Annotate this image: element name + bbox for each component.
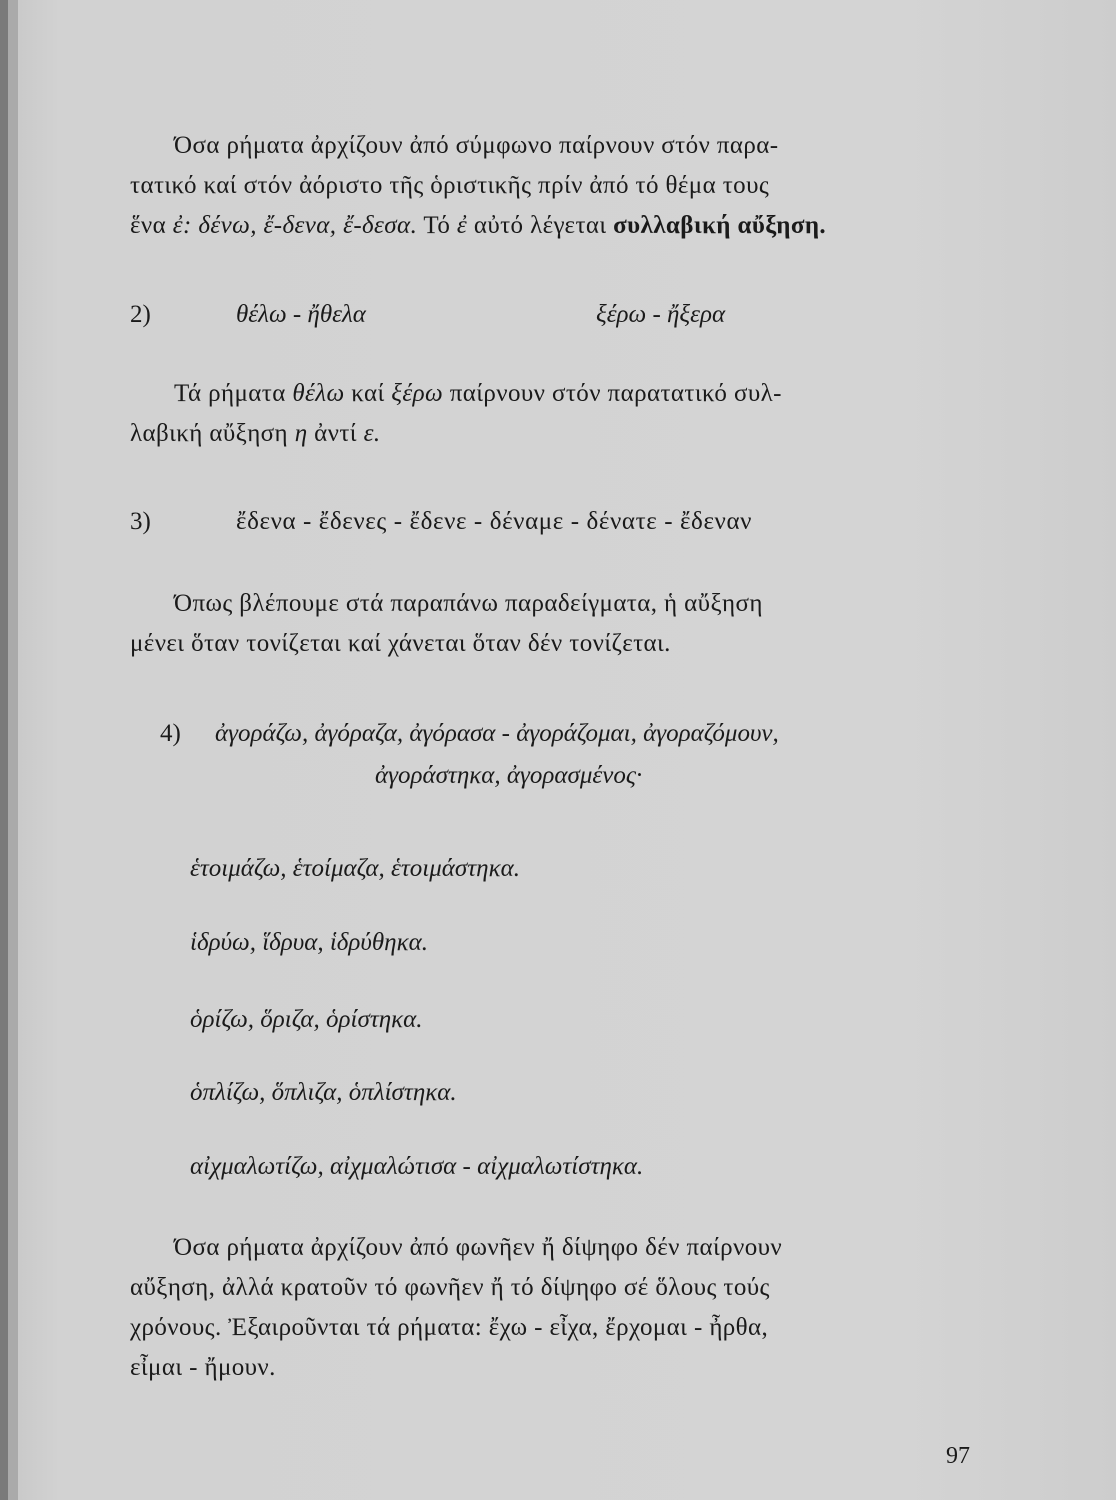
p2-text: λαβική αὔξηση <box>130 420 295 447</box>
example-4-item: ἱδρύω, ἵδρυα, ἱδρύθηκα. <box>190 929 428 956</box>
example-2-left: θέλω - ἤθελα <box>236 301 366 328</box>
p2-verb: θέλω <box>292 380 345 407</box>
p2-text: καί <box>344 380 392 407</box>
p2-text: Τά ρήματα <box>174 380 293 407</box>
p1-letter: ἐ <box>456 212 468 239</box>
paragraph-syllabic-augment <box>130 126 960 246</box>
p2-text: παίρνουν στόν παρατατικό συλ- <box>443 380 782 407</box>
example-4-line2: ἀγοράστηκα, ἀγορασμένος· <box>375 762 643 789</box>
p2-letter: ε. <box>363 420 381 447</box>
p4-line1: Όσα ρήματα ἀρχίζουν ἀπό φωνῆεν ἤ δίψηφο δέν παίρνουν <box>174 1234 783 1261</box>
example-4-item: αἰχμαλωτίζω, αἰχμαλώτισα - αἰχμαλωτίστηκα. <box>190 1153 644 1180</box>
example-2-right: ξέρω - ἤξερα <box>596 301 726 328</box>
p2-letter: η <box>294 420 308 447</box>
example-4-item: ὁρίζω, ὅριζα, ὁρίστηκα. <box>190 1006 423 1033</box>
p4-line2: αὔξηση, ἀλλά κρατοῦν τό φωνῆεν ἤ τό δίψηφο σέ ὅλους τούς <box>130 1274 770 1301</box>
p4-line4: εἶμαι - ἤμουν. <box>130 1354 276 1381</box>
example-4-item: ὁπλίζω, ὅπλιζα, ὁπλίστηκα. <box>190 1079 457 1106</box>
p1-text: αὐτό λέγεται <box>467 212 614 239</box>
p1-text: Τό <box>417 212 457 239</box>
p1-line2: τατικό καί στόν ἀόριστο τῆς ὁριστικῆς πρίν ἀπό τό θέμα τους <box>130 172 770 199</box>
p1-line3 <box>130 206 960 246</box>
paragraph-stress-rule <box>130 584 960 664</box>
p2-line2 <box>130 414 960 454</box>
example-3-text: ἔδενα - ἔδενες - ἔδενε - δέναμε - δένατε - ἔδεναν <box>236 508 753 535</box>
p1-text: ἕνα <box>130 212 173 239</box>
p1-line1: Όσα ρήματα ἀρχίζουν ἀπό σύμφωνο παίρνουν στόν παρα- <box>174 132 779 159</box>
p1-examples: ἐ: δένω, ἔ-δενα, ἔ-δεσα. <box>172 212 418 239</box>
page-number: 97 <box>946 1443 970 1469</box>
p4-line3: χρόνους. Ἐξαιροῦνται τά ρήματα: ἔχω - εἶχα, ἔρχομαι - ἦρθα, <box>130 1314 769 1341</box>
p1-term: συλλαβική αὔξηση. <box>613 212 827 239</box>
paragraph-vowel-verbs <box>130 1228 960 1388</box>
p3-line2: μένει ὅταν τονίζεται καί χάνεται ὅταν δέν τονίζεται. <box>130 630 671 657</box>
paragraph-thelo-xero <box>130 374 960 454</box>
example-2-number: 2) <box>130 301 151 328</box>
p3-line1: Όπως βλέπουμε στά παραπάνω παραδείγματα, ἡ αὔξηση <box>174 590 763 617</box>
example-4-line1: ἀγοράζω, ἀγόραζα, ἀγόρασα - ἀγοράζομαι, ἀγοραζόμουν, <box>215 720 779 747</box>
page-gutter-edge <box>8 0 18 1500</box>
example-4-number: 4) <box>160 720 181 747</box>
page-gutter-shadow <box>0 0 8 1500</box>
p2-verb: ξέρω <box>391 380 444 407</box>
p2-line1 <box>130 374 960 414</box>
example-3-number: 3) <box>130 508 151 535</box>
p2-text: ἀντί <box>307 420 364 447</box>
example-4-item: ἑτοιμάζω, ἑτοίμαζα, ἑτοιμάστηκα. <box>190 855 520 882</box>
